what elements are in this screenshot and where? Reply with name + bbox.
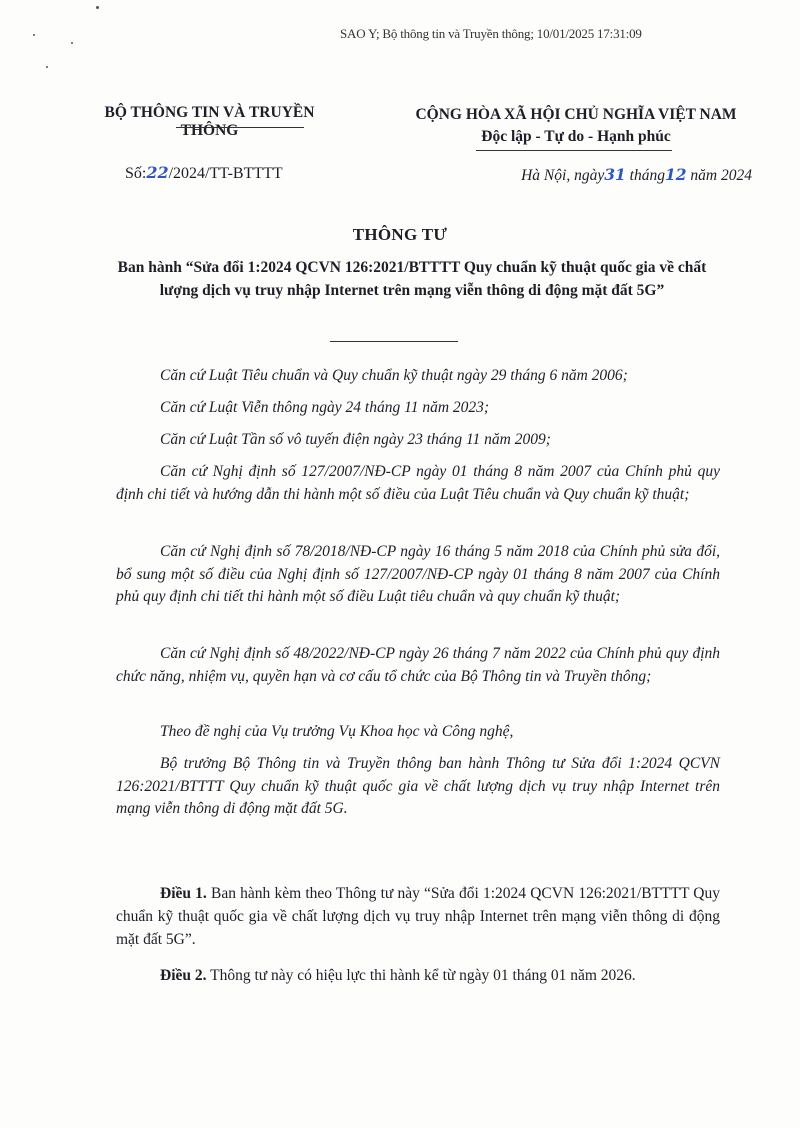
doc-number-suffix: /2024/TT-BTTTT (168, 165, 283, 182)
minister-issuance: Bộ trưởng Bộ Thông tin và Truyền thông ban hành Thông tư Sửa đổi 1:2024 QCVN 126:2021/BTTTT Quy chuẩn kỹ thuật quốc gia về chất lượng dịch vụ truy nhập Internet trên mạng viễn thông di động mặt đất 5G. (116, 755, 720, 817)
copy-stamp: SAO Y; Bộ thông tin và Truyền thông; 10/01/2025 17:31:09 (340, 26, 642, 41)
legal-basis-4: Căn cứ Nghị định số 127/2007/NĐ-CP ngày 01 tháng 8 năm 2007 của Chính phủ quy định chi tiết và hướng dẫn thi hành một số điều của Luật Tiêu chuẩn và Quy chuẩn kỹ thuật; (116, 463, 720, 503)
article-2-label: Điều 2. (160, 967, 207, 984)
legal-basis-2: Căn cứ Luật Viễn thông ngày 24 tháng 11 năm 2023; (160, 399, 490, 416)
article-2 (116, 964, 720, 987)
date-year: năm 2024 (690, 167, 752, 184)
legal-basis-3: Căn cứ Luật Tần số vô tuyến điện ngày 23 tháng 11 năm 2009; (160, 431, 551, 448)
document-number (125, 163, 283, 183)
legal-basis-6: Căn cứ Nghị định số 48/2022/NĐ-CP ngày 26 tháng 7 năm 2022 của Chính phủ quy định chức năng, nhiệm vụ, quyền hạn và cơ cấu tổ chức của Bộ Thông tin và Truyền thông; (116, 645, 720, 685)
legal-basis-1: Căn cứ Luật Tiêu chuẩn và Quy chuẩn kỹ thuật ngày 29 tháng 6 năm 2006; (160, 367, 628, 384)
agency-underline (176, 127, 304, 128)
place-date (440, 165, 752, 185)
issuing-agency: BỘ THÔNG TIN VÀ TRUYỀN THÔNG (104, 104, 315, 139)
scan-speck (33, 34, 35, 36)
motto-underline (476, 150, 672, 151)
nation-motto: Độc lập - Tự do - Hạnh phúc (481, 128, 671, 145)
proposal-line: Theo đề nghị của Vụ trưởng Vụ Khoa học và Công nghệ, (160, 723, 514, 740)
scan-speck (96, 6, 99, 9)
nation-name: CỘNG HÒA XÃ HỘI CHỦ NGHĨA VIỆT NAM (415, 106, 737, 123)
date-day-handwritten: 31 (604, 165, 626, 184)
article-1-text: Ban hành kèm theo Thông tư này “Sửa đổi 1:2024 QCVN 126:2021/BTTTT Quy chuẩn kỹ thuật quốc gia về chất lượng dịch vụ truy nhập Internet trên mạng viễn thông di động mặt đất 5G”. (116, 885, 721, 948)
article-1 (116, 882, 720, 951)
doc-number-prefix: Số: (125, 165, 147, 182)
legal-basis-5: Căn cứ Nghị định số 78/2018/NĐ-CP ngày 16 tháng 5 năm 2018 của Chính phủ sửa đổi, bổ sung một số điều của Nghị định số 127/2007/NĐ-CP ngày 01 tháng 8 năm 2007 của Chính phủ quy định chi tiết thi hành một số điều Luật tiêu chuẩn và quy chuẩn kỹ thuật; (116, 543, 720, 605)
place-label: Hà Nội, ngày (521, 167, 605, 184)
scan-speck (71, 42, 73, 44)
article-2-text: Thông tư này có hiệu lực thi hành kể từ ngày 01 tháng 01 năm 2026. (210, 967, 636, 984)
document-subtitle: Ban hành “Sửa đổi 1:2024 QCVN 126:2021/BTTTT Quy chuẩn kỹ thuật quốc gia về chất lượng dịch vụ truy nhập Internet trên mạng viễn thông di động mặt đất 5G” (117, 259, 707, 299)
title-underline (330, 341, 458, 342)
scan-speck (46, 66, 48, 68)
date-month-handwritten: 12 (664, 165, 687, 184)
doc-number-handwritten: 22 (146, 163, 169, 182)
national-heading (400, 104, 752, 148)
month-label: tháng (629, 167, 665, 184)
document-title: THÔNG TƯ (352, 225, 448, 244)
article-1-label: Điều 1. (160, 885, 207, 902)
